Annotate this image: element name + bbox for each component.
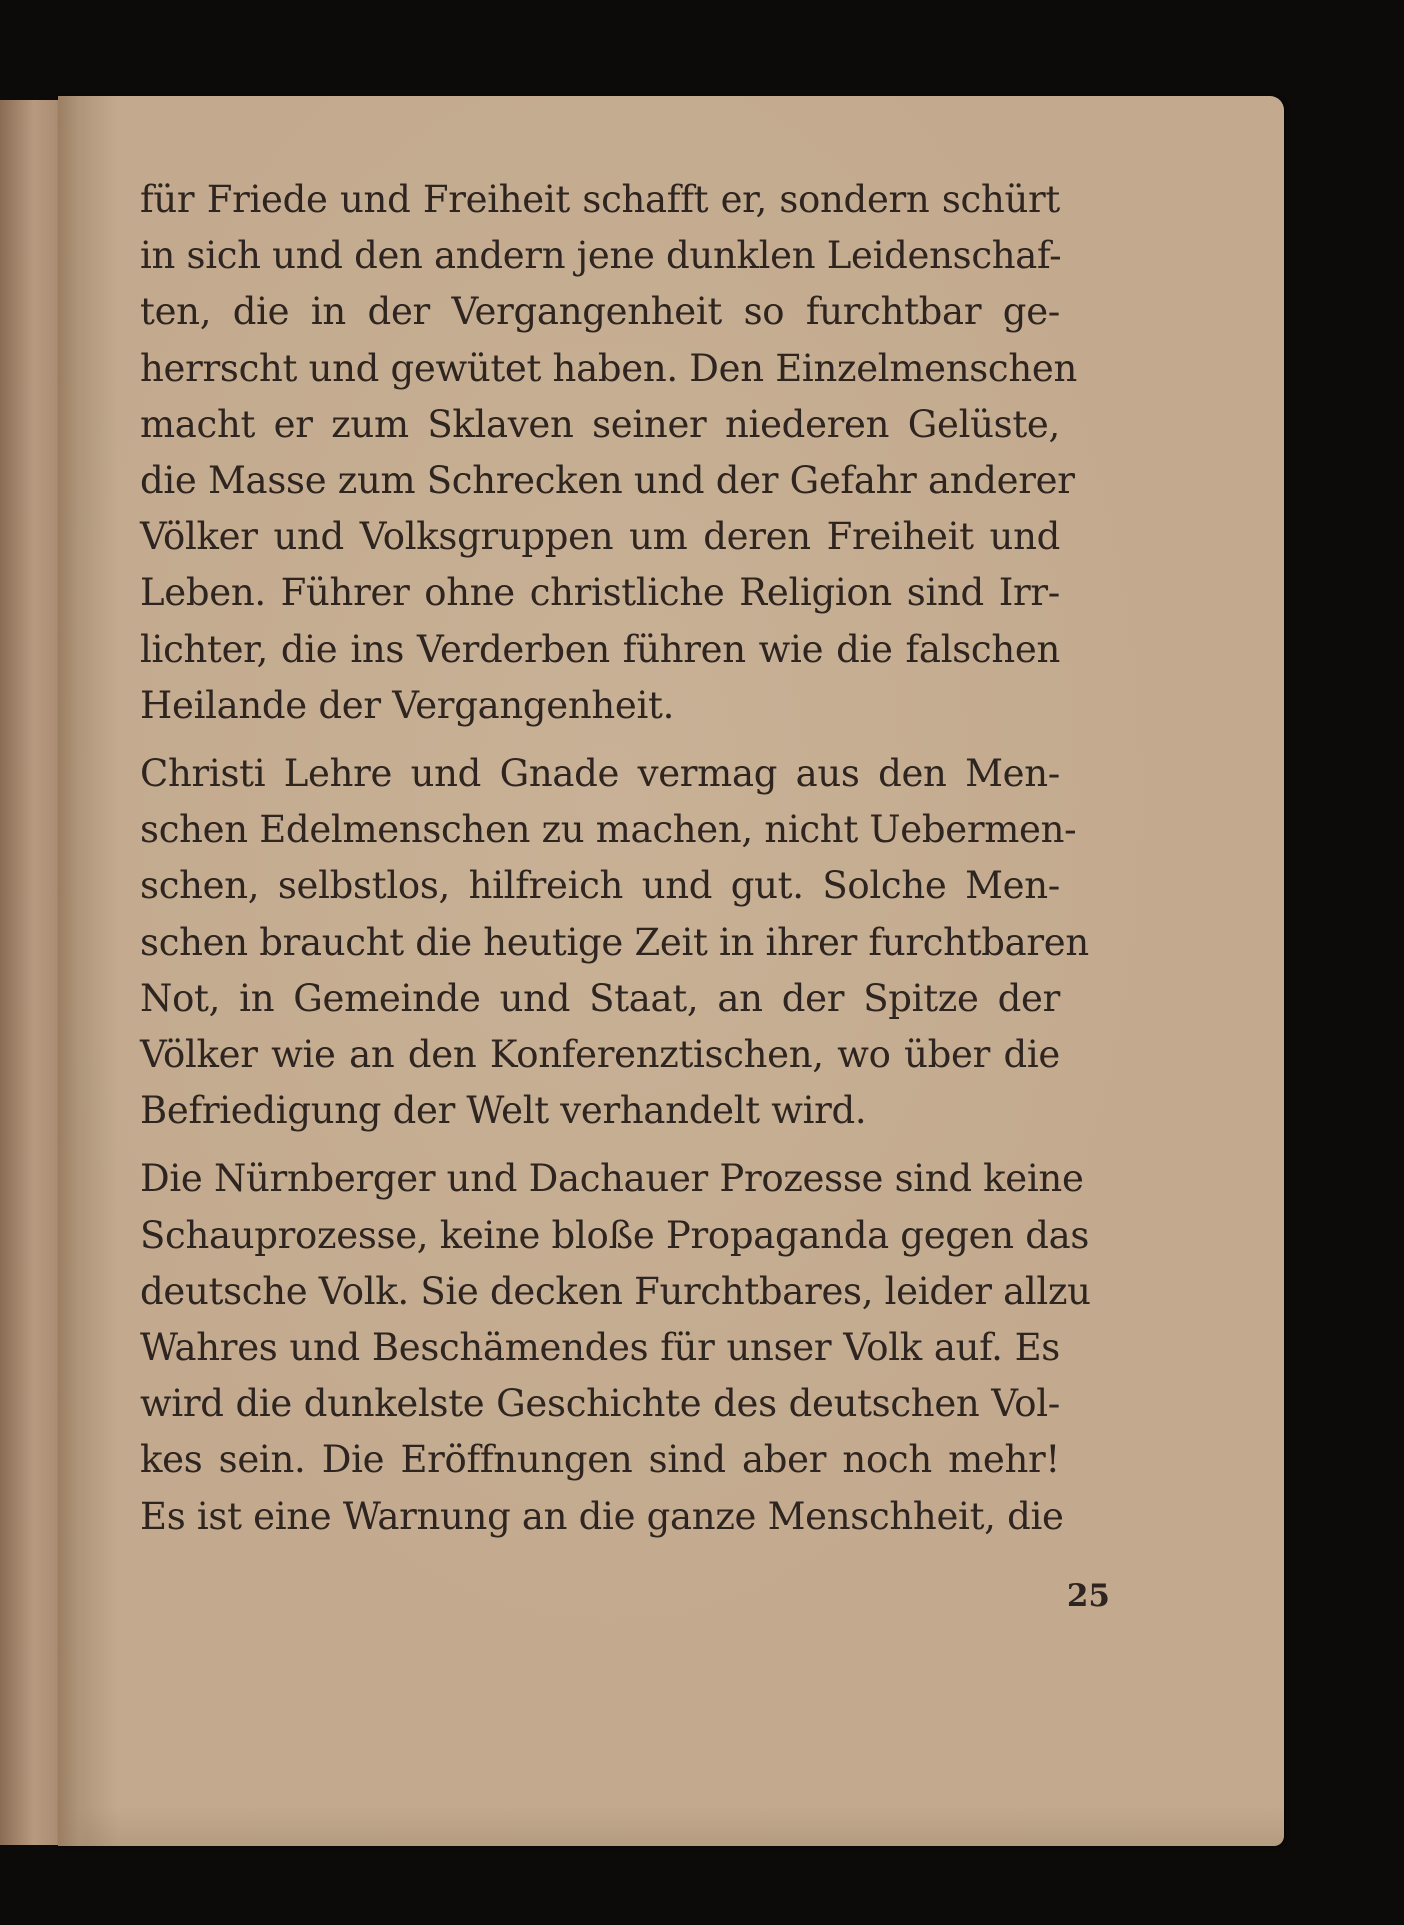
text-line: Schauprozesse, keine bloße Propaganda gegen das — [140, 1213, 1090, 1257]
text-line: Christi Lehre und Gnade vermag aus den Men- — [140, 752, 1060, 796]
text-line: Wahres und Beschämendes für unser Volk auf. Es — [140, 1326, 1060, 1370]
text-line: schen braucht die heutige Zeit in ihrer furchtbaren — [140, 920, 1089, 964]
text-line: herrscht und gewütet haben. Den Einzelmenschen — [140, 346, 1077, 390]
text-line: Die Nürnberger und Dachauer Prozesse sind keine — [140, 1157, 1084, 1201]
text-line: Leben. Führer ohne christliche Religion sind Irr- — [140, 571, 1060, 615]
paragraph-3 — [140, 1151, 1140, 1544]
text-line: Es ist eine Warnung an die ganze Menschheit, die — [140, 1494, 1064, 1538]
text-line: lichter, die ins Verderben führen wie die falschen — [140, 627, 1060, 671]
facing-page-edge — [0, 100, 62, 1845]
text-line: wird die dunkelste Geschichte des deutschen Vol- — [140, 1382, 1060, 1426]
text-line: Völker und Volksgruppen um deren Freiheit und — [140, 515, 1060, 559]
text-line: schen Edelmenschen zu machen, nicht Uebermen- — [140, 808, 1077, 852]
text-line: Befriedigung der Welt verhandelt wird. — [140, 1089, 867, 1133]
page-number: 25 — [1066, 1578, 1110, 1614]
body-text — [140, 172, 1140, 1557]
text-line: Heilande der Vergangenheit. — [140, 683, 675, 727]
text-line: kes sein. Die Eröffnungen sind aber noch mehr! — [140, 1438, 1060, 1482]
page-gutter — [58, 96, 92, 1846]
text-line: Völker wie an den Konferenztischen, wo über die — [140, 1033, 1060, 1077]
text-line: deutsche Volk. Sie decken Furchtbares, leider allzu — [140, 1269, 1091, 1313]
paragraph-1 — [140, 172, 1140, 734]
paragraph-2 — [140, 746, 1140, 1139]
text-line: schen, selbstlos, hilfreich und gut. Solche Men- — [140, 864, 1060, 908]
text-line: die Masse zum Schrecken und der Gefahr anderer — [140, 459, 1075, 503]
text-line: in sich und den andern jene dunklen Leidenschaf- — [140, 234, 1062, 278]
text-line: für Friede und Freiheit schafft er, sondern schürt — [140, 178, 1060, 221]
text-line: Not, in Gemeinde und Staat, an der Spitze der — [140, 976, 1060, 1020]
text-line: macht er zum Sklaven seiner niederen Gelüste, — [140, 402, 1060, 446]
text-line: ten, die in der Vergangenheit so furchtbar ge- — [140, 290, 1060, 334]
